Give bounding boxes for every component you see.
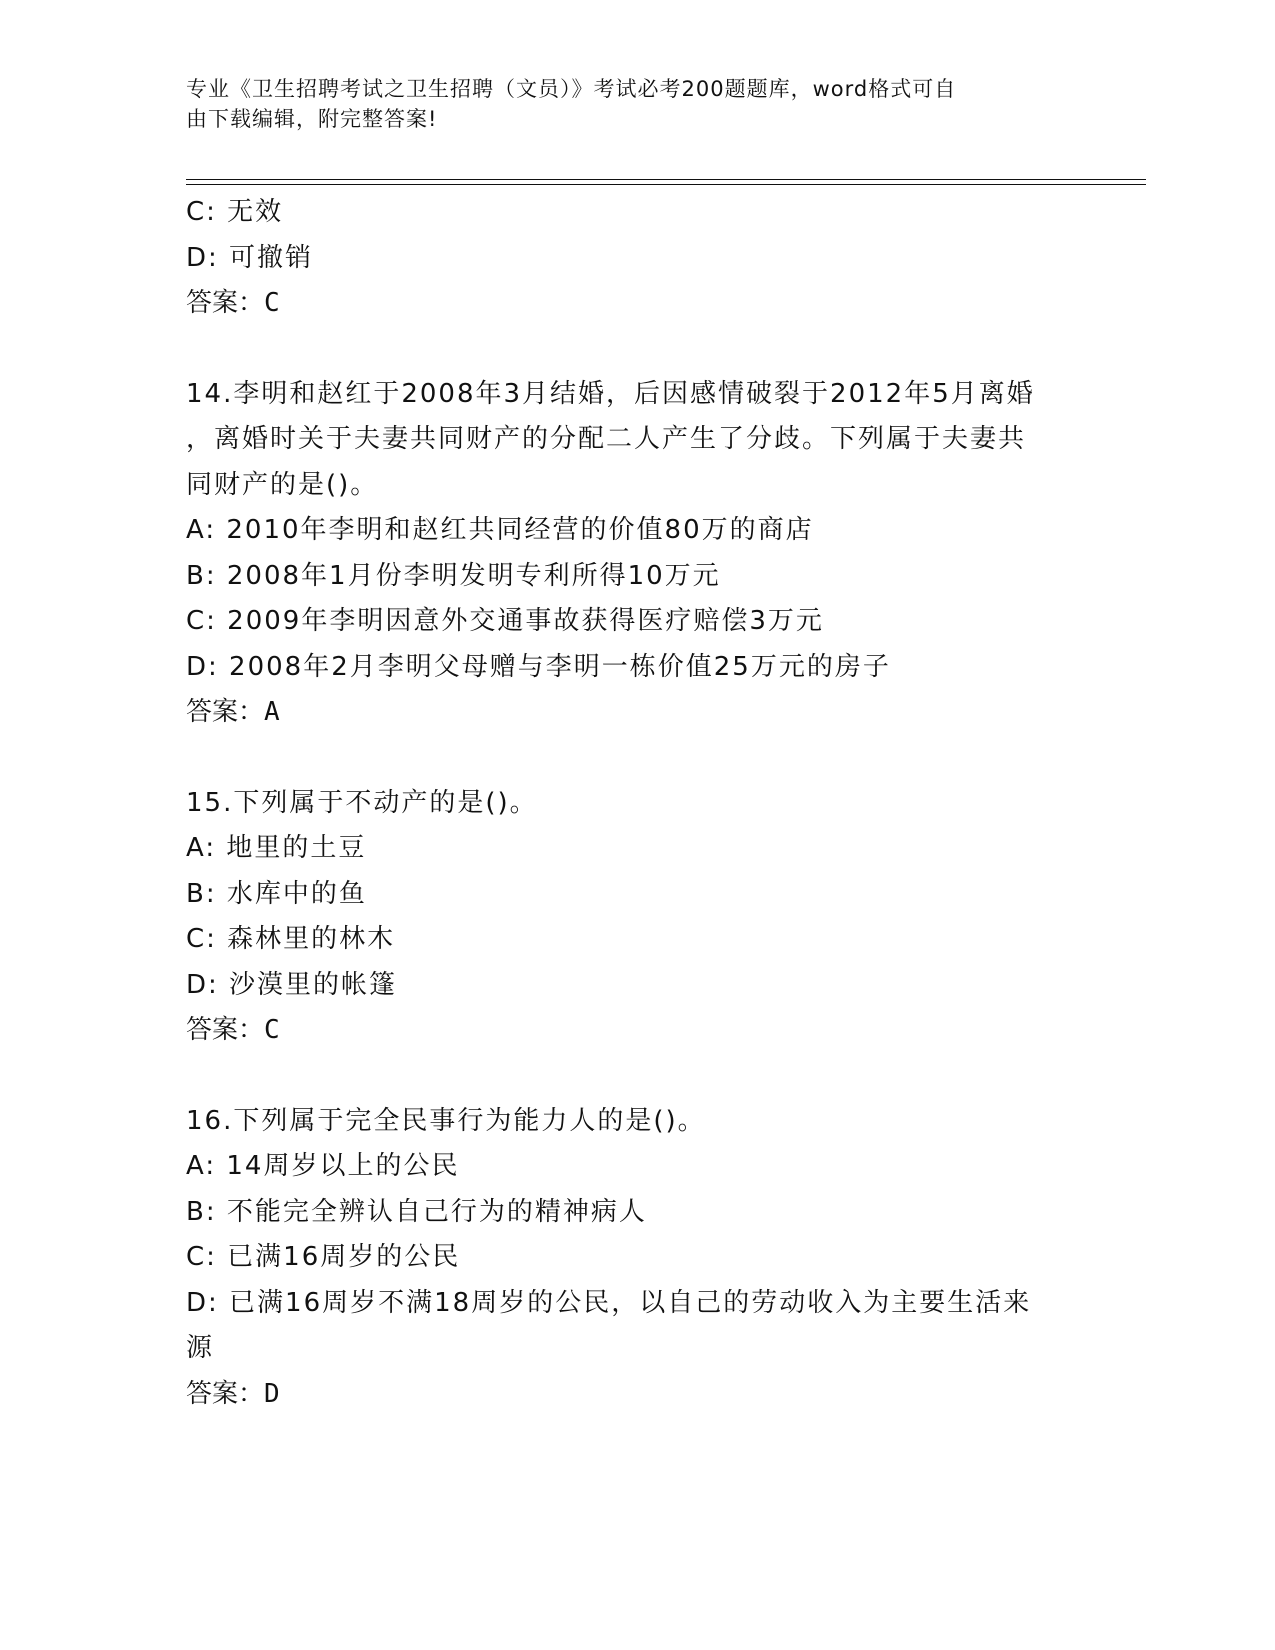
question-stem-line: 14.李明和赵红于2008年3月结婚，后因感情破裂于2012年5月离婚 [186, 378, 1035, 409]
answer-line: 答案：C [186, 1015, 280, 1045]
header-divider-bottom [186, 184, 1146, 185]
question-16 [186, 1099, 1066, 1418]
spacer [186, 736, 1066, 781]
option-d: D: 可撤销 [186, 242, 314, 273]
document-header [186, 74, 1066, 134]
question-stem-line: 16.下列属于完全民事行为能力人的是()。 [186, 1105, 706, 1136]
question-stem-line: ，离婚时关于夫妻共同财产的分配二人产生了分歧。下列属于夫妻共 [186, 424, 1027, 454]
option-a: A: 14周岁以上的公民 [186, 1151, 460, 1181]
header-divider-top [186, 179, 1146, 180]
option-b: B: 不能完全辨认自己行为的精神病人 [186, 1196, 647, 1227]
option-c: C: 森林里的林木 [186, 924, 396, 954]
option-a: A: 2010年李明和赵红共同经营的价值80万的商店 [186, 515, 814, 545]
answer-line: 答案：D [186, 1378, 280, 1409]
question-stem-line: 同财产的是()。 [186, 469, 379, 500]
option-d: D: 2008年2月李明父母赠与李明一栋价值25万元的房子 [186, 651, 891, 682]
header-line-2: 由下载编辑，附完整答案! [186, 107, 438, 131]
option-b: B: 水库中的鱼 [186, 878, 367, 909]
spacer [186, 327, 1066, 372]
question-15 [186, 781, 1066, 1054]
option-b: B: 2008年1月份李明发明专利所得10万元 [186, 560, 721, 591]
question-14 [186, 372, 1066, 736]
option-c: C: 2009年李明因意外交通事故获得医疗赔偿3万元 [186, 606, 824, 636]
option-d-continuation: 源 [186, 1333, 215, 1363]
header-line-1: 专业《卫生招聘考试之卫生招聘（文员）》考试必考200题题库，word格式可自 [186, 77, 957, 101]
option-d: D: 沙漠里的帐篷 [186, 969, 398, 1000]
option-c: C: 无效 [186, 197, 284, 227]
question-stem-line: 15.下列属于不动产的是()。 [186, 787, 538, 818]
question-list [186, 190, 1066, 1417]
option-a: A: 地里的土豆 [186, 833, 367, 863]
answer-line: 答案：A [186, 697, 280, 727]
spacer [186, 1054, 1066, 1099]
answer-line: 答案：C [186, 288, 280, 318]
previous-question-tail [186, 190, 1066, 327]
option-d: D: 已满16周岁不满18周岁的公民，以自己的劳动收入为主要生活来 [186, 1287, 1032, 1318]
option-c: C: 已满16周岁的公民 [186, 1242, 461, 1272]
